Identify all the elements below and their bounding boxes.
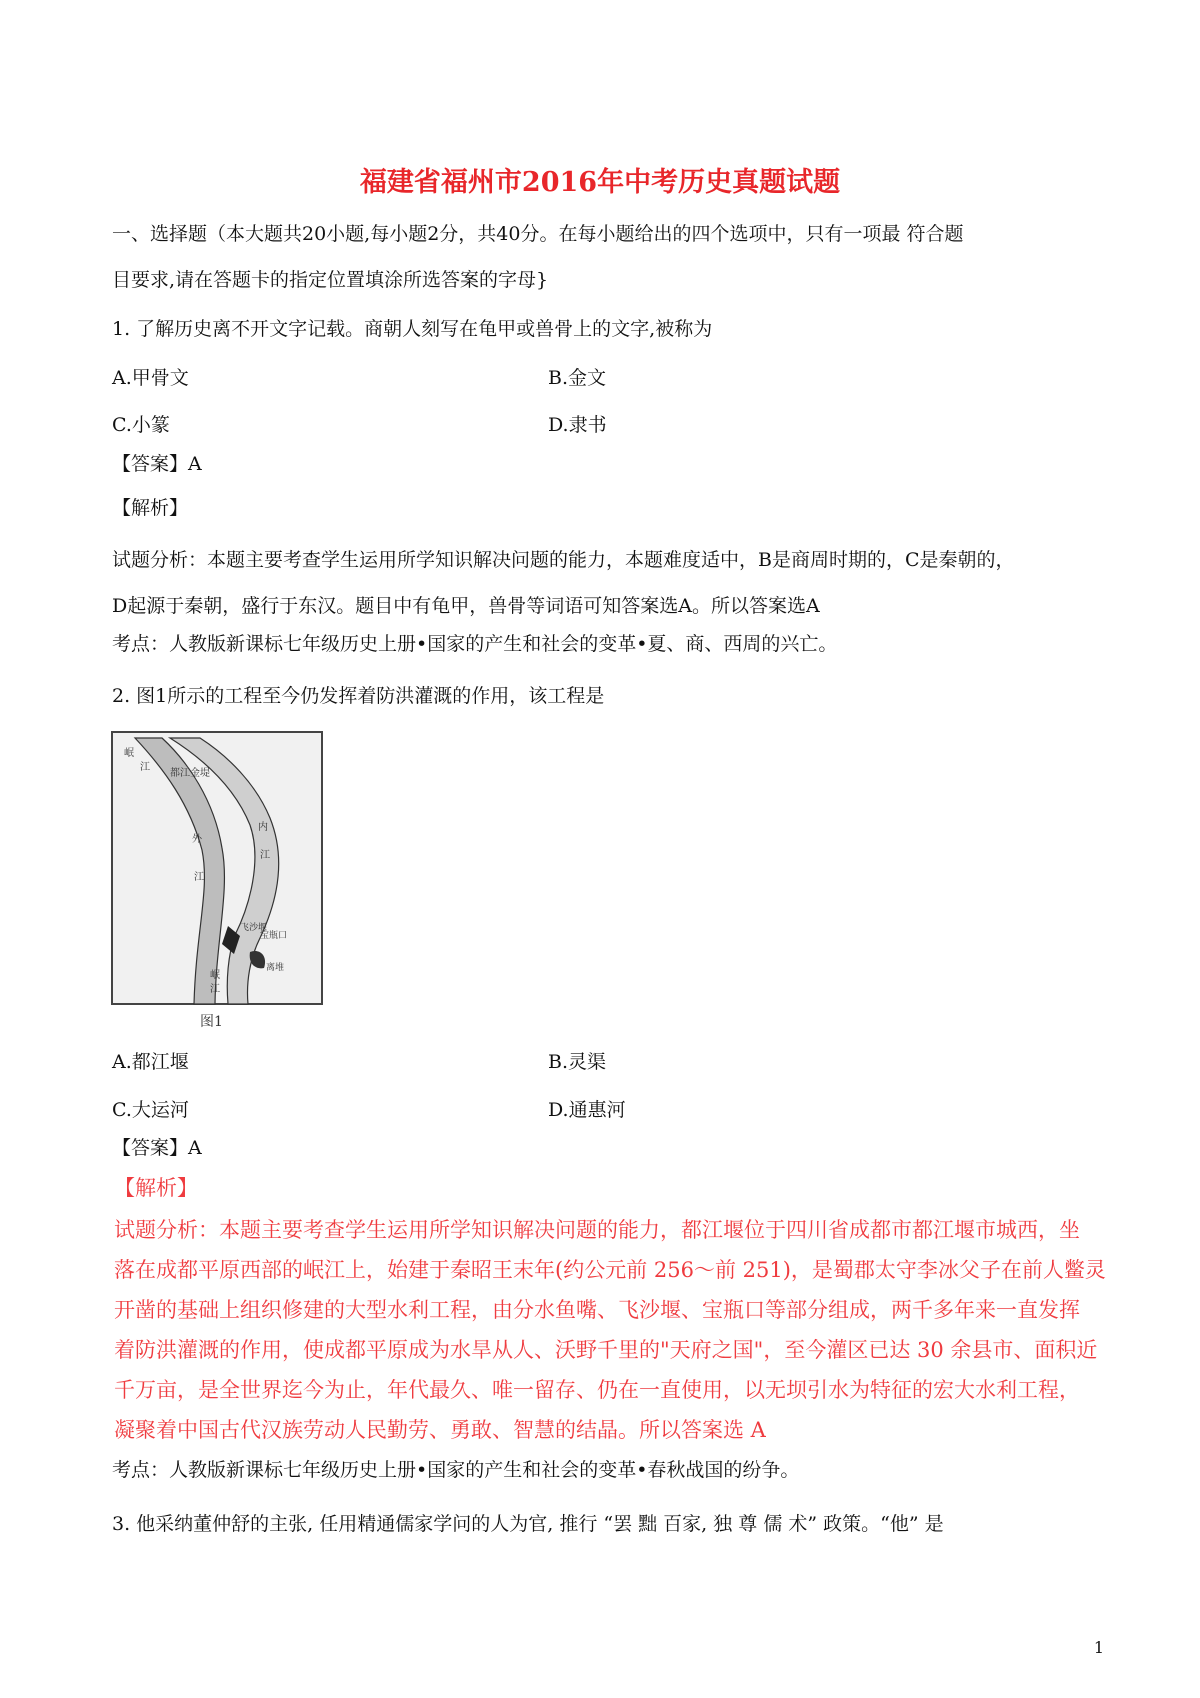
q2-stem: 2. 图1所示的工程至今仍发挥着防洪灌溉的作用，该工程是 <box>112 685 605 707</box>
section-header: 一、选择题（本大题共20小题,每小题2分，共40分。在每小题给出的四个选项中，只有一项最 符合题 <box>112 223 964 245</box>
figure-label: 飞沙堰 <box>240 923 268 933</box>
figure-label: 都江金堤 <box>170 768 210 779</box>
figure-caption: 图1 <box>200 1014 223 1030</box>
q1-option-b: B.金文 <box>548 367 607 389</box>
q2-option-d: D.通惠河 <box>548 1099 626 1121</box>
q2-option-a: A.都江堰 <box>112 1051 189 1073</box>
figure-label: 江 <box>194 872 204 883</box>
q1-option-c: C.小篆 <box>112 414 170 436</box>
q3-stem: 3. 他采纳董仲舒的主张, 任用精通儒家学问的人为官, 推行 “罢 黜 百家, 独 尊 儒 术” 政策。“他” 是 <box>112 1513 944 1535</box>
q1-analysis-2: D起源于秦朝，盛行于东汉。题目中有龟甲，兽骨等词语可知答案选A。所以答案选A <box>112 595 820 617</box>
q2-analysis-line: 着防洪灌溉的作用，使成都平原成为水旱从人、沃野千里的"天府之国"，至今灌区已达 30 余县市、面积近 <box>114 1338 1098 1362</box>
q2-analysis-line: 开凿的基础上组织修建的大型水利工程，由分水鱼嘴、飞沙堰、宝瓶口等部分组成，两千多年来一直发挥 <box>114 1298 1080 1322</box>
q2-analysis-line: 落在成都平原西部的岷江上，始建于秦昭王末年(约公元前 256～前 251)，是蜀郡太守李冰父子在前人鳖灵 <box>114 1258 1106 1282</box>
figure-label: 岷 <box>124 748 134 759</box>
q2-analysis-line: 凝聚着中国古代汉族劳动人民勤劳、勇敢、智慧的结晶。所以答案选 A <box>114 1418 766 1442</box>
figure-label: 内 <box>258 822 268 833</box>
page-title: 福建省福州市2016年中考历史真题试题 <box>359 167 841 198</box>
figure-label: 江 <box>140 762 150 773</box>
q1-kaodian: 考点：人教版新课标七年级历史上册•国家的产生和社会的变革•夏、商、西周的兴亡。 <box>112 633 838 655</box>
figure-label: 离堆 <box>266 963 285 973</box>
q1-option-d: D.隶书 <box>548 414 607 436</box>
figure-label: 江 <box>210 984 220 995</box>
figure-label: 岷 <box>210 970 220 981</box>
q2-option-b: B.灵渠 <box>548 1051 607 1073</box>
section-header-cont: 目要求,请在答题卡的指定位置填涂所选答案的字母} <box>112 269 549 291</box>
q2-analysis-label: 【解析】 <box>114 1176 198 1200</box>
q1-option-a: A.甲骨文 <box>112 367 189 389</box>
q1-analysis-label: 【解析】 <box>112 497 189 519</box>
figure-label: 宝瓶口 <box>260 931 288 941</box>
q2-analysis-line: 千万亩，是全世界迄今为止，年代最久、唯一留存、仍在一直使用，以无坝引水为特征的宏大水利工程， <box>114 1378 1080 1402</box>
figure-label: 外 <box>192 834 202 845</box>
q2-option-c: C.大运河 <box>112 1099 189 1121</box>
figure-label: 江 <box>260 850 270 861</box>
page-number: 1 <box>1093 1638 1104 1657</box>
q1-answer: 【答案】A <box>112 453 202 475</box>
q2-analysis-line: 试题分析：本题主要考查学生运用所学知识解决问题的能力，都江堰位于四川省成都市都江堰市城西，坐 <box>114 1218 1080 1242</box>
q1-analysis-1: 试题分析：本题主要考查学生运用所学知识解决问题的能力，本题难度适中，B是商周时期的，C是秦朝的， <box>112 549 1015 571</box>
q1-stem: 1. 了解历史离不开文字记载。商朝人刻写在龟甲或兽骨上的文字,被称为 <box>112 318 713 340</box>
dujiangyan-map-figure <box>110 730 330 1046</box>
q2-kaodian: 考点：人教版新课标七年级历史上册•国家的产生和社会的变革•春秋战国的纷争。 <box>112 1459 800 1481</box>
q2-answer: 【答案】A <box>112 1137 202 1159</box>
